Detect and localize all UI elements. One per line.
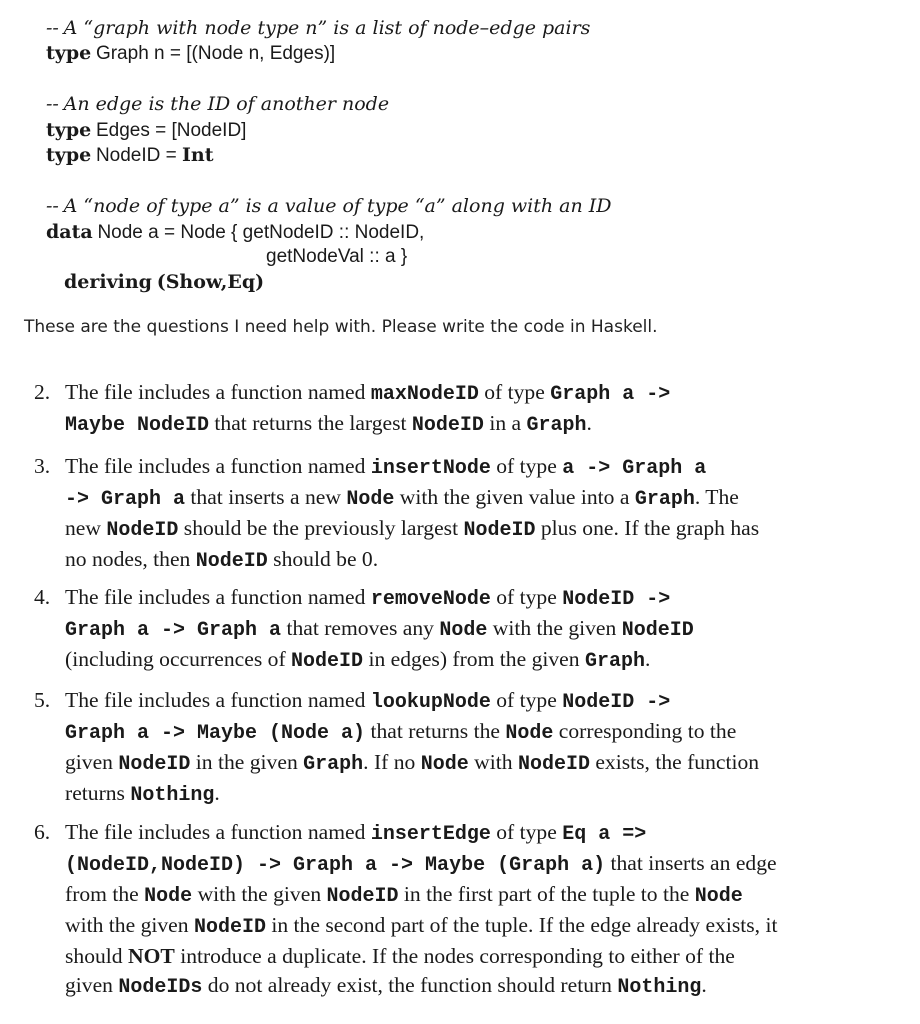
question-number: 5.: [34, 688, 51, 712]
question-6: [34, 818, 779, 1002]
code-line-type-nodeid: type NodeID = Int: [46, 144, 214, 166]
question-text: The file includes a function named insertEdge of type Eq a => (NodeID,NodeID) -> Graph a -> Maybe (Graph a) that inserts an edge from the Node with the given NodeID in the first part of the tuple to the Node with the given NodeID in the second part of the tuple. If the edge already exists, it should NOT introduce a duplicate. If the nodes corresponding to either of the given NodeIDs do not already exist, the function should return Nothing.: [65, 820, 778, 999]
question-number: 3.: [34, 454, 51, 478]
intro-text: These are the questions I need help with. Please write the code in Haskell.: [24, 317, 658, 337]
question-text: The file includes a function named maxNodeID of type Graph a -> Maybe NodeID that returns the largest NodeID in a Graph.: [65, 380, 671, 437]
code-line-type-edges: type Edges = [NodeID]: [46, 119, 247, 141]
question-number: 4.: [34, 585, 51, 609]
code-line-type-graph: type Graph n = [(Node n, Edges)]: [46, 42, 336, 64]
question-number: 6.: [34, 820, 51, 844]
question-4: [34, 583, 779, 676]
code-comment-graph: -- A “graph with node type n” is a list of node–edge pairs: [46, 17, 591, 39]
question-3: [34, 452, 779, 576]
code-line-getnodeval: getNodeVal :: a }: [266, 246, 408, 267]
question-text: The file includes a function named removeNode of type NodeID -> Graph a -> Graph a that removes any Node with the given NodeID (including occurrences of NodeID in edges) from the given Graph.: [65, 585, 694, 673]
question-2: [34, 378, 779, 440]
question-number: 2.: [34, 380, 51, 404]
code-comment-node: -- A “node of type a” is a value of type “a” along with an ID: [46, 195, 612, 217]
code-line-deriving: deriving (Show,Eq): [64, 271, 265, 293]
question-text: The file includes a function named insertNode of type a -> Graph a -> Graph a that inserts a new Node with the given value into a Graph. The new NodeID should be the previously largest NodeID plus one. If the graph has no nodes, then NodeID should be 0.: [65, 454, 760, 573]
code-line-data-node: data Node a = Node { getNodeID :: NodeID,: [46, 221, 425, 243]
question-5: [34, 686, 779, 810]
code-comment-edge: -- An edge is the ID of another node: [46, 93, 390, 115]
question-text: The file includes a function named lookupNode of type NodeID -> Graph a -> Maybe (Node a) that returns the Node corresponding to the given NodeID in the given Graph. If no Node with NodeID exists, the function returns Nothing.: [65, 688, 760, 807]
